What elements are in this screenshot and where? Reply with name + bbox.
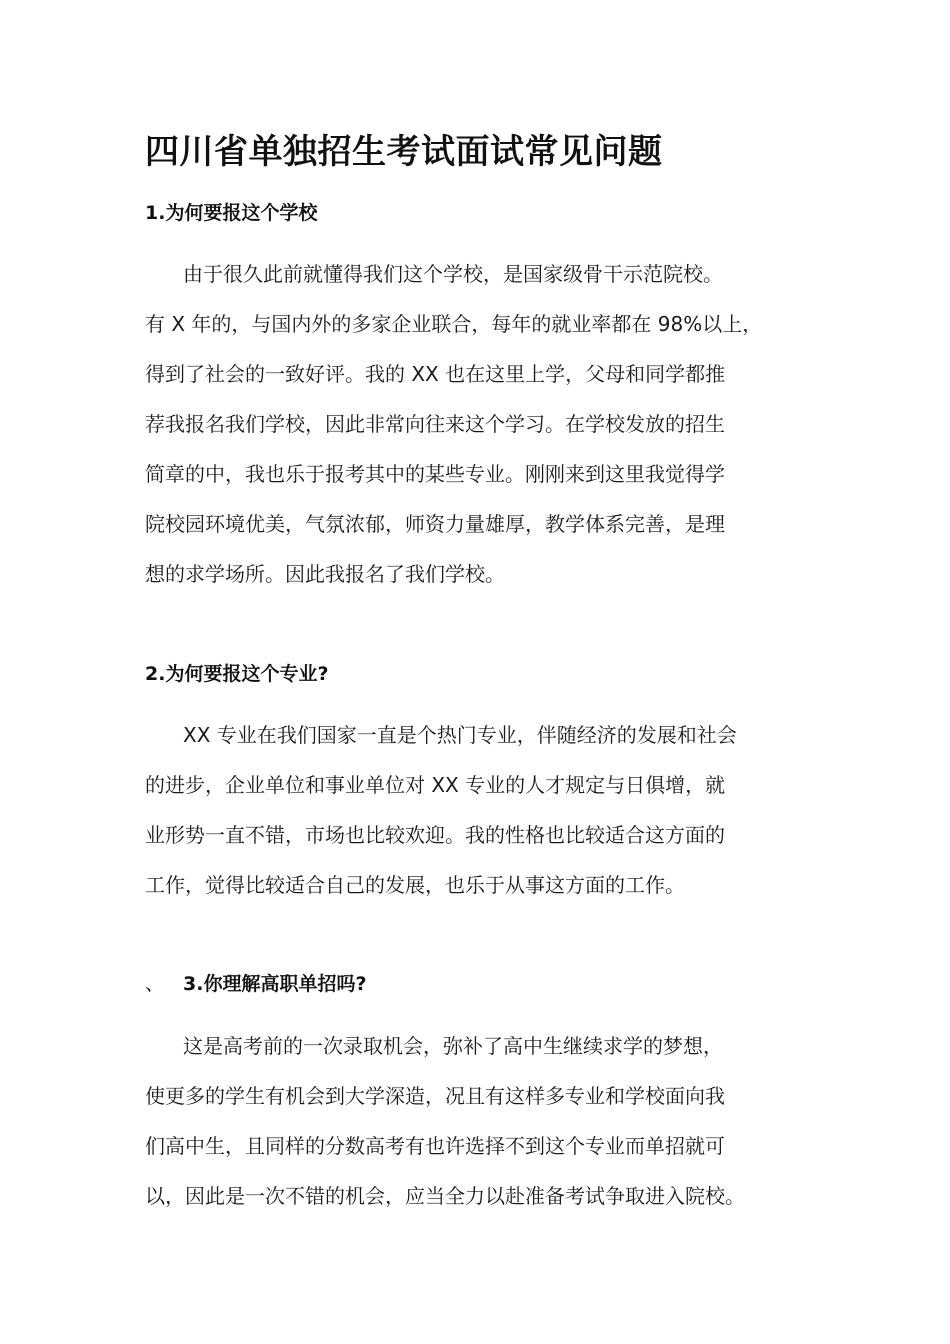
section-3-heading-text: 3.你理解高职单招吗? bbox=[183, 973, 367, 995]
section-2-line: 的进步，企业单位和事业单位对 XX 专业的人才规定与日俱增，就 bbox=[145, 773, 726, 797]
document-title: 四川省单独招生考试面试常见问题 bbox=[145, 132, 663, 172]
section-1-line: 想的求学场所。因此我报名了我们学校。 bbox=[145, 562, 505, 586]
section-3-heading bbox=[145, 969, 366, 999]
section-1-line: 得到了社会的一致好评。我的 XX 也在这里上学，父母和同学都推 bbox=[145, 362, 726, 386]
section-3-line: 以，因此是一次不错的机会，应当全力以赴准备考试争取进入院校。 bbox=[145, 1184, 745, 1208]
section-1-line: 荐我报名我们学校，因此非常向往来这个学习。在学校发放的招生 bbox=[145, 412, 725, 436]
section-1-line: 院校园环境优美，气氛浓郁，师资力量雄厚，教学体系完善，是理 bbox=[145, 512, 725, 536]
section-2-line: XX 专业在我们国家一直是个热门专业，伴随经济的发展和社会 bbox=[183, 723, 737, 747]
section-3-line: 们高中生，且同样的分数高考有也许选择不到这个专业而单招就可 bbox=[145, 1134, 725, 1158]
section-2-heading: 2.为何要报这个专业? bbox=[145, 663, 329, 685]
list-mark: 、 bbox=[145, 973, 165, 995]
section-1-line: 简章的中，我也乐于报考其中的某些专业。刚刚来到这里我觉得学 bbox=[145, 462, 725, 486]
section-2-line: 工作，觉得比较适合自己的发展，也乐于从事这方面的工作。 bbox=[145, 873, 685, 897]
section-1-line: 有 X 年的，与国内外的多家企业联合，每年的就业率都在 98%以上， bbox=[145, 312, 763, 336]
section-3-line: 这是高考前的一次录取机会，弥补了高中生继续求学的梦想， bbox=[183, 1034, 723, 1058]
section-1-heading: 1.为何要报这个学校 bbox=[145, 202, 318, 224]
section-3-line: 使更多的学生有机会到大学深造，况且有这样多专业和学校面向我 bbox=[145, 1084, 725, 1108]
section-1-line: 由于很久此前就懂得我们这个学校，是国家级骨干示范院校。 bbox=[183, 262, 723, 286]
section-2-line: 业形势一直不错，市场也比较欢迎。我的性格也比较适合这方面的 bbox=[145, 823, 725, 847]
